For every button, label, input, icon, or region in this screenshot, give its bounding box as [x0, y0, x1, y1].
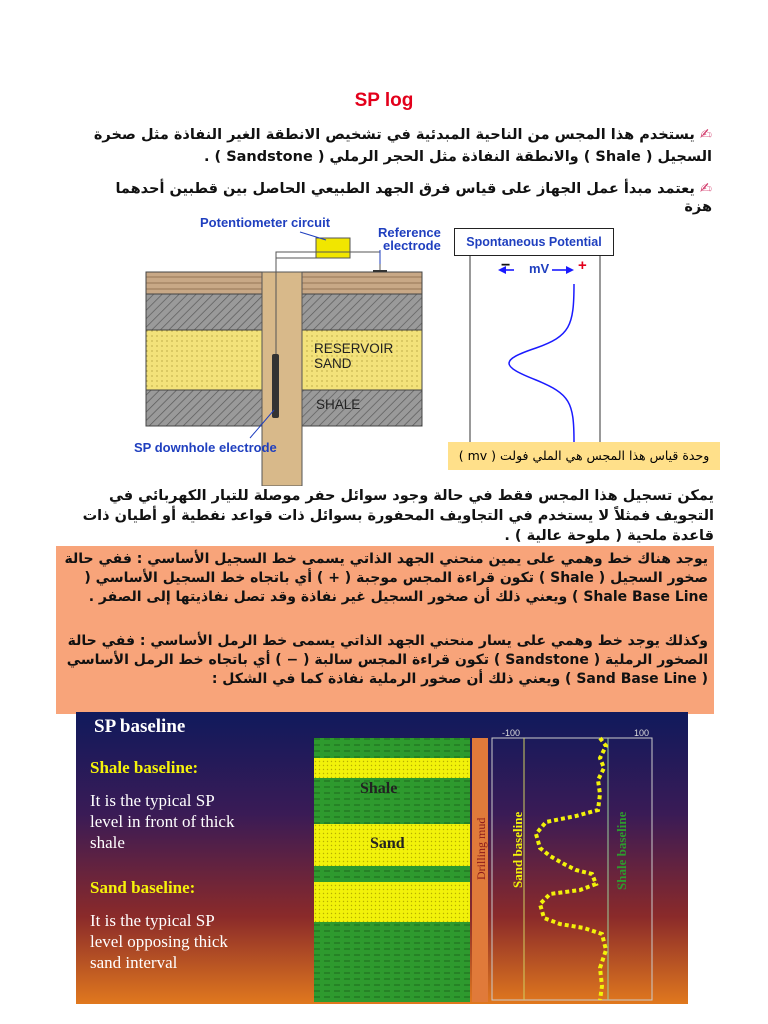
litho-shale-3 — [314, 866, 470, 882]
potentiometer-box — [316, 238, 350, 258]
shale-baseline-text-3: shale — [90, 833, 125, 852]
shale-label: SHALE — [316, 397, 361, 412]
principle-text: يعتمد مبدأ عمل الجهاز على قياس فرق الجهد الطبيعي الحاصل بين قطبين أحدهما هزة — [115, 181, 712, 215]
litho-shale-1 — [314, 738, 470, 758]
sp-title-box: Spontaneous Potential — [454, 228, 614, 256]
reservoir-label-2: SAND — [314, 356, 352, 371]
shale-baseline-text-1: It is the typical SP — [90, 791, 215, 810]
scale-right-label: 100 — [634, 728, 650, 738]
principle-paragraph — [88, 180, 712, 216]
sand-baseline-label: Sand baseline — [510, 811, 525, 888]
downhole-label: SP downhole electrode — [134, 440, 277, 455]
reservoir-label-1: RESERVOIR — [314, 341, 394, 356]
shale-baseline-label: Shale baseline — [614, 811, 629, 890]
panel-sand-label: Sand — [370, 835, 405, 852]
reference-label-2: electrode — [383, 238, 441, 253]
drilling-mud-label: Drilling mud — [474, 817, 488, 880]
litho-sand-3 — [314, 882, 470, 922]
recording-paragraph: يمكن تسجيل هذا المجس فقط في حالة وجود سوائل حفر موصلة للتيار الكهربائي في التجويف فمثلاً لا يستخدم في التجاويف المحفورة بسوائل ذات قواعد نفطية أو أطيان ذات قاعدة ملحية ( ملوحة عالية ) . — [82, 488, 714, 544]
potentiometer-leader — [300, 232, 326, 240]
sp-baseline-curve — [536, 738, 606, 1000]
downhole-electrode — [272, 354, 279, 418]
pencil-icon: ✍ — [699, 181, 712, 197]
sand-baseline-text-3: sand interval — [90, 953, 178, 972]
shale-baseline-heading: Shale baseline: — [90, 758, 199, 777]
shale-baseline-text-2: level in front of thick — [90, 812, 235, 831]
page-title: SP log — [354, 90, 414, 111]
sand-baseline-text-2: level opposing thick — [90, 932, 228, 951]
sp-baseline-log-diagram — [314, 724, 686, 1004]
sp-arrow-right-head — [566, 266, 574, 274]
pencil-icon: ✍ — [699, 127, 712, 143]
sand-baseline-text-1: It is the typical SP — [90, 911, 215, 930]
intro-text: يستخدم هذا المجس من الناحية المبدئية في تشخيص الانطقة الغير النفاذة مثل صخرة السجيل ( Shale ) والانطقة النفاذة مثل الحجر الرملي ( Sandstone ) . — [93, 127, 712, 165]
panel-shale-label: Shale — [360, 780, 398, 797]
sp-minus-sign: − — [501, 257, 511, 274]
panel-title: SP baseline — [94, 716, 186, 737]
unit-note: وحدة قياس هذا المجس هي الملي فولت ( mv ) — [448, 442, 720, 470]
sand-baseline-heading: Sand baseline: — [90, 878, 196, 897]
scale-left-label: -100 — [502, 728, 521, 738]
sp-mv-label: mV — [529, 261, 550, 276]
reference-label-1: Reference — [378, 225, 441, 240]
litho-sand-1 — [314, 758, 470, 778]
potentiometer-label: Potentiometer circuit — [200, 215, 331, 230]
shale-baseline-paragraph: يوجد هناك خط وهمي على يمين منحني الجهد الذاتي يسمى خط السجيل الأساسي : ففي حالة صخور السجيل ( Shale ) تكون قراءة المجس موجبة ( + ) أي باتجاه خط السجيل الأساسي ( Shale Base Line ) ويعني ذلك أن صخور السجيل غير نفاذة وقد تصل نفاذيتها إلى الصفر . — [64, 551, 708, 605]
sp-curve-plot — [454, 256, 614, 442]
sp-plus-sign: + — [578, 257, 587, 274]
sp-curve — [509, 284, 574, 442]
litho-shale-4 — [314, 922, 470, 1002]
sand-baseline-paragraph: وكذلك يوجد خط وهمي على يسار منحني الجهد الذاتي يسمى خط الرمل الأساسي : ففي حالة الصخور الرملية ( Sandstone ) تكون قراءة المجس سالبة ( − ) أي باتجاه خط الرمل الأساسي ( Sand Base Line ) ويعني ذلك أن صخور الرملية نفاذة كما في الشكل : — [66, 633, 708, 687]
intro-paragraph — [90, 124, 712, 168]
